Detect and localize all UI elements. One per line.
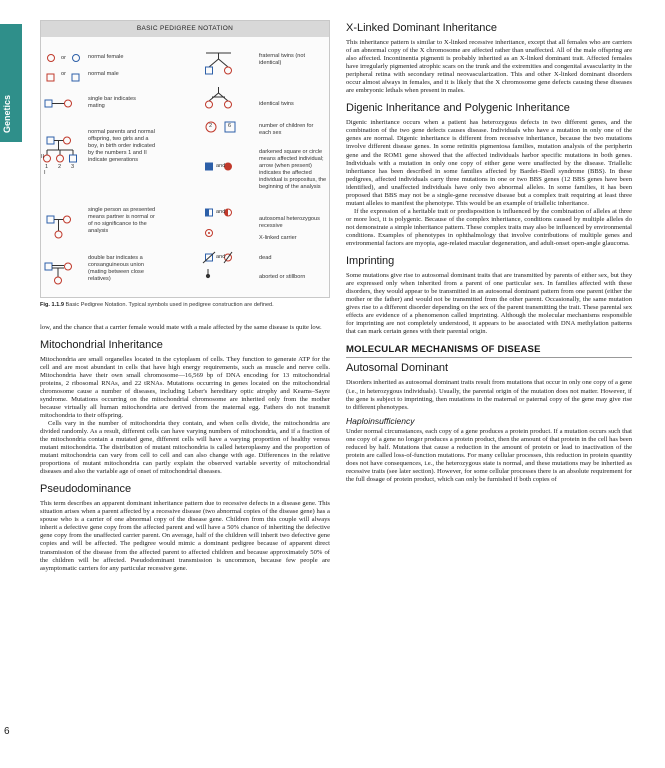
count-male-number: 6 — [228, 123, 232, 129]
gen-II-child-1 — [44, 155, 51, 162]
male-symbol-alt — [72, 74, 79, 81]
label-single-bar: single bar indicates mating — [88, 96, 136, 109]
paragraph-pseudo-1: This term describes an apparent dominant inheritance pattern due to recessive defects in a disease gene. This situation arises when a parent affected by a recessive disease (two abnormal copies of the disease gene) has a spouse who is a carrier of one abnormal copy of the disease gene. Children from this couple will always inherit a defective gene copy from the affected parent and will have a 50% chance of inheriting the defective gene copy from the unaffected carrier parent. On average, half of the children will inherit two defective gene copies and will be affected. The pedigree would mimic a dominant pedigree because of apparent direct transmission of the disease from the affected parent to affected children and because approximately 50% of the children will be affected. Pseudodominant transmission is uncommon, because few people are asymptomatic carriers for any particular recessive gene. — [40, 500, 330, 572]
gen-II-child-2 — [57, 155, 64, 162]
page-number: 6 — [4, 726, 10, 737]
consanguineous-child — [55, 277, 62, 284]
heading-imprinting: Imprinting — [346, 255, 395, 268]
or-word-2: or — [61, 71, 66, 77]
heading-pseudodominance: Pseudodominance — [40, 483, 132, 496]
identical-twin-1 — [206, 101, 213, 108]
heading-molecular-mechanisms: MOLECULAR MECHANISMS OF DISEASE — [346, 343, 632, 358]
aborted-symbol — [206, 274, 209, 277]
paragraph-digenic-2: If the expression of a heritable trait or predisposition is influenced by the combination of alleles at three or more loci, it is polygenic. Because of the complex inheritance, conditions caused by multiple alleles do not demonstrate a simple inheritance pattern. These complex traits may also be influenced by environmental conditions. Examples of phenotypes in ophthalmology that involve contributions of multiple genes and environmental factors are myopia, age-related macular degeneration, and adult-onset open-angle glaucoma. — [346, 207, 632, 248]
caption-label: Fig. 1.1.9 — [40, 302, 64, 308]
figure-caption — [40, 302, 330, 310]
label-dead: dead — [259, 255, 272, 261]
gen-I-female — [64, 137, 71, 144]
or-word-1: or — [61, 55, 66, 61]
female-symbol — [48, 55, 55, 62]
left-column — [40, 20, 330, 573]
consanguineous-female — [65, 263, 72, 270]
label-identical: identical twins — [259, 101, 294, 107]
single-person-child — [55, 231, 62, 238]
affected-male — [206, 163, 213, 170]
affected-female — [225, 163, 232, 170]
heading-mitochondrial: Mitochondrial Inheritance — [40, 338, 163, 351]
child-number-3: 3 — [71, 164, 75, 170]
chapter-label: Genetics — [2, 94, 12, 134]
label-fraternal: fraternal twins (not identical) — [259, 53, 306, 66]
caption-text: Basic Pedigree Notation. Typical symbols used in pedigree construction are defined. — [63, 302, 274, 308]
pedigree-figure — [40, 20, 330, 298]
paragraph-mito-1: Mitochondria are small organelles located in the cytoplasm of cells. They function to generate ATP for the cell and are most abundant in cells that have high energy requirements, such as muscle and nerve cells. Mitochondria have their own small chromosome—16,569 bp of DNA encoding for 13 mitochondrial proteins, 2 ribosomal RNAs, and 22 tRNAs. Mutations occurring in genes located on the mitochondrial chromosome cause a number of diseases, including Leber's hereditary optic atrophy and Kearns–Sayre syndrome. Mutations occurring on the mitochondrial chromosome are inherited only from the mother because virtually all human mitochondria are derived from the maternal egg. Fathers do not transmit mitochondria to their offspring. — [40, 355, 330, 419]
label-generations: normal parents and normal offspring, two girls and a boy, in birth order indicated by the numbers 1 and II indicate generations — [88, 129, 156, 163]
label-heterozygous: autosomal heterozygous recessive — [259, 216, 320, 229]
label-aborted: aborted or stillborn — [259, 274, 306, 280]
child-number-2: 2 — [58, 164, 62, 170]
and-word-affected: and — [216, 163, 226, 169]
count-female-number: 2 — [209, 123, 213, 129]
and-word-dead: and — [216, 254, 226, 260]
paragraph-haplo-1: Under normal circumstances, each copy of a gene produces a protein product. If a mutation occurs such that one copy of a gene no longer produces a protein product, then the amount of that protein in the cell has been reduced by half. Mutations that cause a reduction in the amount of protein or lead to inactivation of the protein are called loss-of-function mutations. For many cellular processes, this reduction in protein quantity does not have consequences, i.e., the heterozygous state is normal, and these mutations may be inherited as recessive traits (see later section). However, for some cellular processes there is an absolute requirement for the full dosage of protein product, which can only be furnished if both copies of — [346, 427, 632, 483]
figure-title: BASIC PEDIGREE NOTATION — [41, 21, 329, 37]
mating-female — [65, 100, 72, 107]
heading-xlinked-dominant: X-Linked Dominant Inheritance — [346, 22, 498, 34]
label-male: normal male — [88, 71, 119, 77]
label-single-person: single person as presented means partner is normal or of no significance to the analysis — [88, 207, 156, 234]
child-number-1: 1 — [45, 164, 49, 170]
chapter-tab — [0, 24, 22, 142]
heading-digenic: Digenic Inheritance and Polygenic Inheritance — [346, 102, 570, 115]
paragraph-xlinked-1: This inheritance pattern is similar to X-linked recessive inheritance, except that all females who are carriers of an abnormal copy of the X chromosome are affected rather than unaffected. All of the male offspring are also affected. Incontinentia pigmenti is probably inherited as an X-linked dominant trait. Affected females have irregularly pigmented atrophic scars on the trunk and the extremities and congenital avascularity in the peripheral retina with secondary retinal neovascularization. This and other X-linked dominant disorders occur almost always in females, and it is likely that the X chromosome gene defects causing these diseases are embryonic lethals when present in males. — [346, 39, 632, 95]
paragraph-imprinting-1: Some mutations give rise to autosomal dominant traits that are transmitted by parents of either sex, but they are expressed only when inherited from a parent of one particular sex. In families affected with these disorders, they would appear to be transmitted in an autosomal dominant pattern from one parent (either the mother or the father) and would not be transmitted from the other parent. Occasionally, the same mutation gives rise to a different disorder depending on the sex of the parent transmitting the trait. These parental sex effects are evidence of a phenomenon called imprinting. Although the molecular mechanisms responsible for imprinting are not completely understood, it appears to be associated with DNA methylation patterns that can mark certain genes with their parental origin. — [346, 272, 632, 336]
continuation-paragraph: low, and the chance that a carrier female would mate with a male affected by the same disease is quite low. — [40, 323, 322, 331]
label-affected: darkened square or circle means affected individual; arrow (when present) indicates the affected individual is propositus, the beginning of the analysis — [259, 149, 327, 190]
single-person-female — [64, 216, 71, 223]
and-word-heterozygous: and — [216, 209, 226, 215]
label-double-bar: double bar indicates a consanguineous union (mating between close relatives) — [88, 255, 144, 282]
label-number-children: number of children for each sex — [259, 123, 314, 136]
gen-I-male — [47, 137, 54, 144]
identical-twin-2 — [225, 101, 232, 108]
gen-II-child-3 — [70, 155, 77, 162]
single-person-male — [47, 216, 54, 223]
male-symbol — [47, 74, 54, 81]
label-xcarrier: X-linked carrier — [259, 235, 297, 241]
chapter-sidebar — [0, 0, 22, 768]
heading-haploinsufficiency: Haploinsufficiency — [346, 415, 415, 426]
gen-label-I: I — [44, 170, 46, 176]
paragraph-autodom-1: Disorders inherited as autosomal dominant traits result from mutations that occur in only one copy of a gene (i.e., in heterozygous individuals). Usually, the parental origin of the mutation does not matter. However, if the gene is subject to imprinting, then mutations in the maternal or paternal copy of the gene may give rise to different phenotypes. — [346, 379, 632, 411]
consanguineous-male — [45, 263, 52, 270]
fraternal-twin-male — [206, 67, 213, 74]
paragraph-digenic-1: Digenic inheritance occurs when a patient has heterozygous defects in two different genes, and the combination of the two gene defects causes disease. Individuals who have a mutation in only one of the genes are normal. Digenic inheritance is different from recessive inheritance, because the two mutations involve different disease genes. In some retinitis pigmentosa families, mutation analysis of the peripherin gene and the ROM1 gene showed that the affected individuals harbor specific mutations in both genes. Individuals with a mutation in only one copy of either gene were unaffected by the disease. Triallelic inheritance has been described in some families affected by Bardet–Biedl syndrome (BBS). In these pedigrees, affected individuals carry three mutations in one or two BBS genes (12 BBS genes have been identified), and unaffected individuals have only two abnormal alleles. In some families, it has been proposed that BBS may not be a single-gene recessive disease but a complex trait requiring at least three mutant alleles to manifest the phenotype. This would be an example of triallelic inheritance. — [346, 119, 632, 207]
gen-label-II: II — [41, 154, 45, 160]
label-female: normal female — [88, 54, 124, 60]
female-symbol-alt — [73, 55, 80, 62]
right-column — [346, 22, 632, 484]
heading-autosomal-dominant: Autosomal Dominant — [346, 362, 449, 375]
mating-male — [45, 100, 52, 107]
paragraph-mito-2: Cells vary in the number of mitochondria they contain, and when cells divide, the mitochondria are divided randomly. As a result, different cells can have varying numbers of mitochondria, and if a fraction of the mitochondria contain a mutated gene, different cells will have a varying proportion of healthy versus mutant mitochondria. The distribution of mutant mitochondria is called heteroplasmy and the proportion of mutant mitochondria can vary from cell to cell and can also change with age. Differences in the relative proportions of mutant mitochondria can partly explain the observed variable severity of mitochondrial diseases and also the variable age of onset of mitochondrial diseases. — [40, 419, 330, 476]
fraternal-twin-female — [225, 67, 232, 74]
